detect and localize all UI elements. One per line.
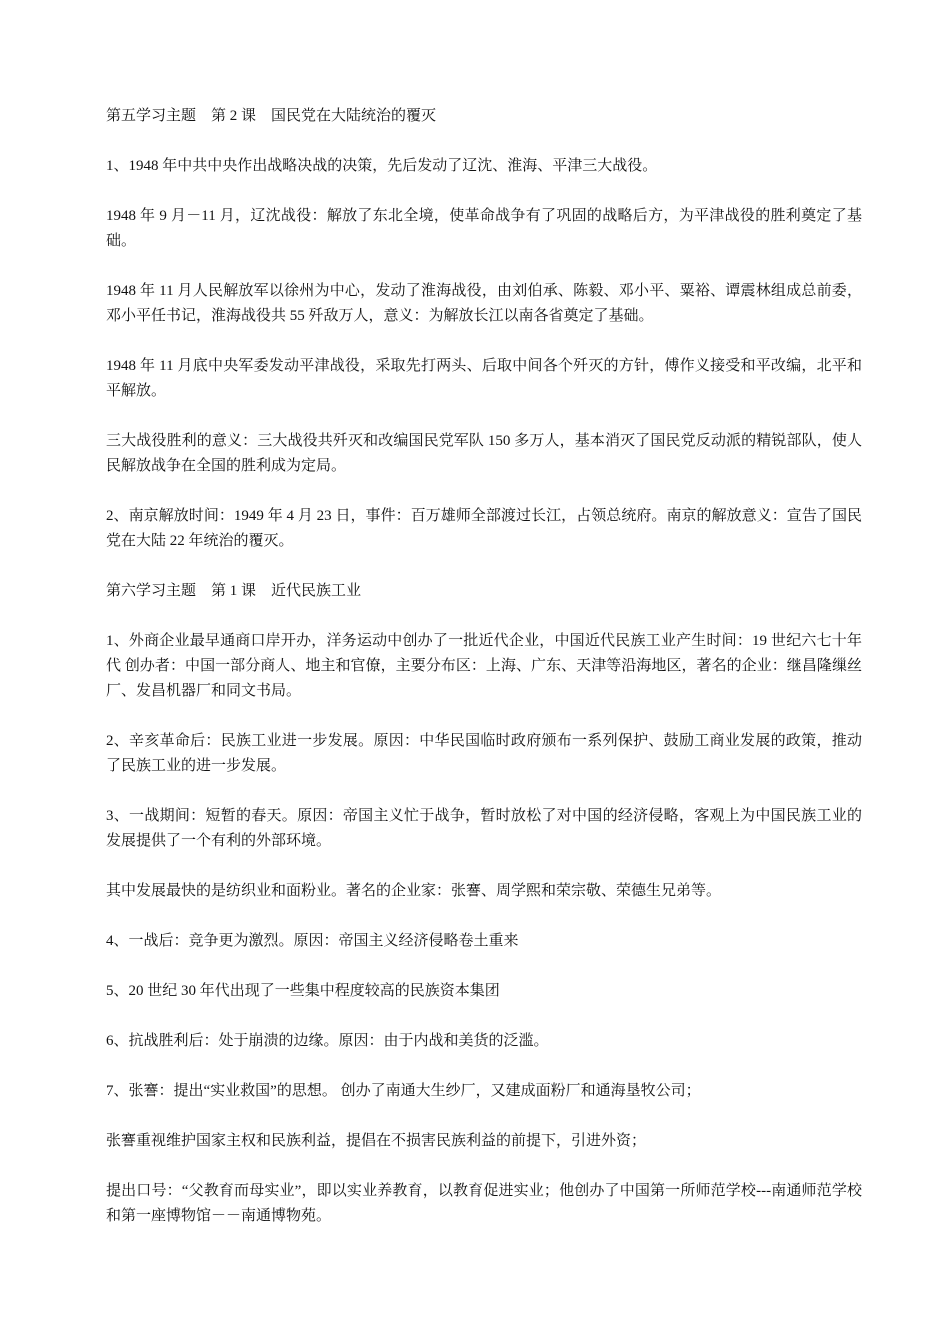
- paragraph-pingjin-campaign: 1948 年 11 月底中央军委发动平津战役，采取先打两头、后取中间各个歼灭的方针，傅作义接受和平改编，北平和平解放。: [106, 358, 862, 399]
- document-page: [106, 104, 862, 1254]
- paragraph-huaihai-campaign: 1948 年 11 月人民解放军以徐州为中心，发动了淮海战役，由刘伯承、陈毅、邓小平、粟裕、谭震林组成总前委，邓小平任书记，淮海战役共 55 歼敌万人，意义：为解放长江以南各省奠定了基础。: [106, 283, 862, 324]
- paragraph-1930s-groups: 5、20 世纪 30 年代出现了一些集中程度较高的民族资本集团: [106, 983, 500, 999]
- paragraph-nanjing-liberation: 2、南京解放时间：1949 年 4 月 23 日，事件：百万雄师全部渡过长江，占领总统府。南京的解放意义：宣告了国民党在大陆 22 年统治的覆灭。: [106, 508, 862, 549]
- paragraph-zhang-jian-education: 提出口号：“父教育而母实业”，即以实业养教育，以教育促进实业；他创办了中国第一所师范学校---南通师范学校和第一座博物馆－－南通博物苑。: [106, 1183, 862, 1224]
- paragraph-liaoshen-campaign: 1948 年 9 月－11 月，辽沈战役：解放了东北全境，使革命战争有了巩固的战略后方，为平津战役的胜利奠定了基础。: [106, 208, 862, 249]
- paragraph-campaigns-significance: 三大战役胜利的意义：三大战役共歼灭和改编国民党军队 150 多万人，基本消灭了国民党反动派的精锐部队，使人民解放战争在全国的胜利成为定局。: [106, 433, 862, 474]
- paragraph-industry-origin: 1、外商企业最早通商口岸开办，洋务运动中创办了一批近代企业，中国近代民族工业产生时间：19 世纪六七十年代 创办者：中国一部分商人、地主和官僚，主要分布区：上海、广东、天津等沿海地区，著名的企业：继昌隆缫丝厂、发昌机器厂和同文书局。: [106, 633, 862, 699]
- paragraph-fastest-industries: 其中发展最快的是纺织业和面粉业。著名的企业家：张謇、周学熙和荣宗敬、荣德生兄弟等。: [106, 883, 722, 899]
- paragraph-zhang-jian-industry: 7、张謇：提出“实业救国”的思想。 创办了南通大生纱厂，又建成面粉厂和通海垦牧公司；: [106, 1083, 701, 1099]
- paragraph-three-campaigns-intro: 1、1948 年中共中央作出战略决战的决策，先后发动了辽沈、淮海、平津三大战役。: [106, 158, 658, 174]
- section-heading-theme-6: 第六学习主题 第 1 课 近代民族工业: [106, 583, 362, 599]
- section-heading-theme-5: 第五学习主题 第 2 课 国民党在大陆统治的覆灭: [106, 108, 437, 124]
- paragraph-after-1911-revolution: 2、辛亥革命后：民族工业进一步发展。原因：中华民国临时政府颁布一系列保护、鼓励工商业发展的政策，推动了民族工业的进一步发展。: [106, 733, 862, 774]
- paragraph-post-war-collapse: 6、抗战胜利后：处于崩溃的边缘。原因：由于内战和美货的泛滥。: [106, 1033, 549, 1049]
- paragraph-zhang-jian-sovereignty: 张謇重视维护国家主权和民族利益，提倡在不损害民族利益的前提下，引进外资；: [106, 1133, 647, 1149]
- paragraph-wwi-period: 3、一战期间：短暂的春天。原因：帝国主义忙于战争，暂时放松了对中国的经济侵略，客观上为中国民族工业的发展提供了一个有利的外部环境。: [106, 808, 862, 849]
- paragraph-after-wwi: 4、一战后：竞争更为激烈。原因：帝国主义经济侵略卷土重来: [106, 933, 519, 949]
